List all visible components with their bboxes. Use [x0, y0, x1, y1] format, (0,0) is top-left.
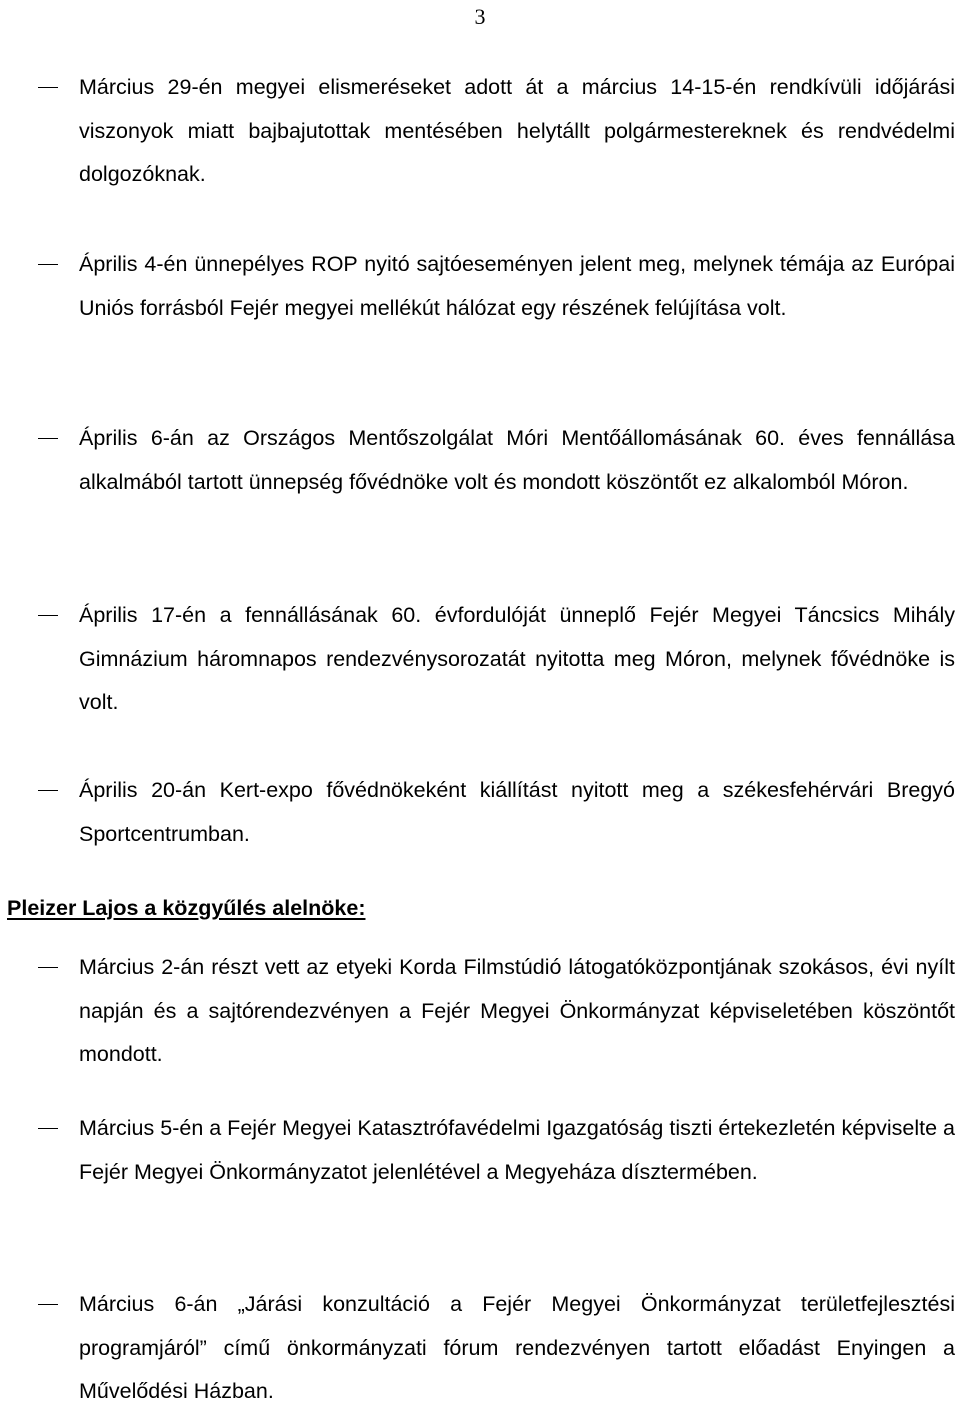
dash-bullet: [38, 967, 58, 968]
list-item-text: Április 20-án Kert-expo fővédnökeként kiállítást nyitott meg a székesfehérvári Bregyó Sportcentrumban.: [79, 778, 955, 846]
list-item-text: Április 17-én a fennállásának 60. évfordulóját ünneplő Fejér Megyei Táncsics Mihály Gimnázium háromnapos rendezvénysorozatát nyitotta meg Móron, melynek fővédnöke is volt.: [79, 603, 955, 714]
page-number: 3: [474, 4, 486, 29]
dash-bullet: [38, 615, 58, 616]
list-item-text: Március 6-án „Járási konzultáció a Fejér Megyei Önkormányzat területfejlesztési programjáról” című önkormányzati fórum rendezvényen tartott előadást Enyingen a Művelődési Házban.: [79, 1292, 955, 1403]
list-item-text: Április 4-én ünnepélyes ROP nyitó sajtóeseményen jelent meg, melynek témája az Európai Uniós forrásból Fejér megyei mellékút hálózat egy részének felújítása volt.: [79, 252, 955, 320]
dash-bullet: [38, 438, 58, 439]
list-item-text: Március 2-án részt vett az etyeki Korda Filmstúdió látogatóközpontjának szokásos, évi nyílt napján és a sajtórendezvényen a Fejér Megyei Önkormányzat képviseletében köszöntőt mondott.: [79, 955, 955, 1066]
list-item-text: Március 29-én megyei elismeréseket adott át a március 14-15-én rendkívüli időjárási viszonyok miatt bajbajutottak mentésében helytállt polgármestereknek és rendvédelmi dolgozóknak.: [79, 75, 955, 186]
dash-bullet: [38, 790, 58, 791]
dash-bullet: [38, 87, 58, 88]
dash-bullet: [38, 1128, 58, 1129]
list-item-text: Március 5-én a Fejér Megyei Katasztrófavédelmi Igazgatóság tiszti értekezletén képviselte a Fejér Megyei Önkormányzatot jelenlétével a Megyeháza dísztermében.: [79, 1116, 955, 1184]
section-heading: Pleizer Lajos a közgyűlés alelnöke:: [7, 896, 366, 920]
dash-bullet: [38, 1304, 58, 1305]
list-item-text: Április 6-án az Országos Mentőszolgálat Móri Mentőállomásának 60. éves fennállása alkalmából tartott ünnepség fővédnöke volt és mondott köszöntőt ez alkalomból Móron.: [79, 426, 955, 494]
dash-bullet: [38, 264, 58, 265]
